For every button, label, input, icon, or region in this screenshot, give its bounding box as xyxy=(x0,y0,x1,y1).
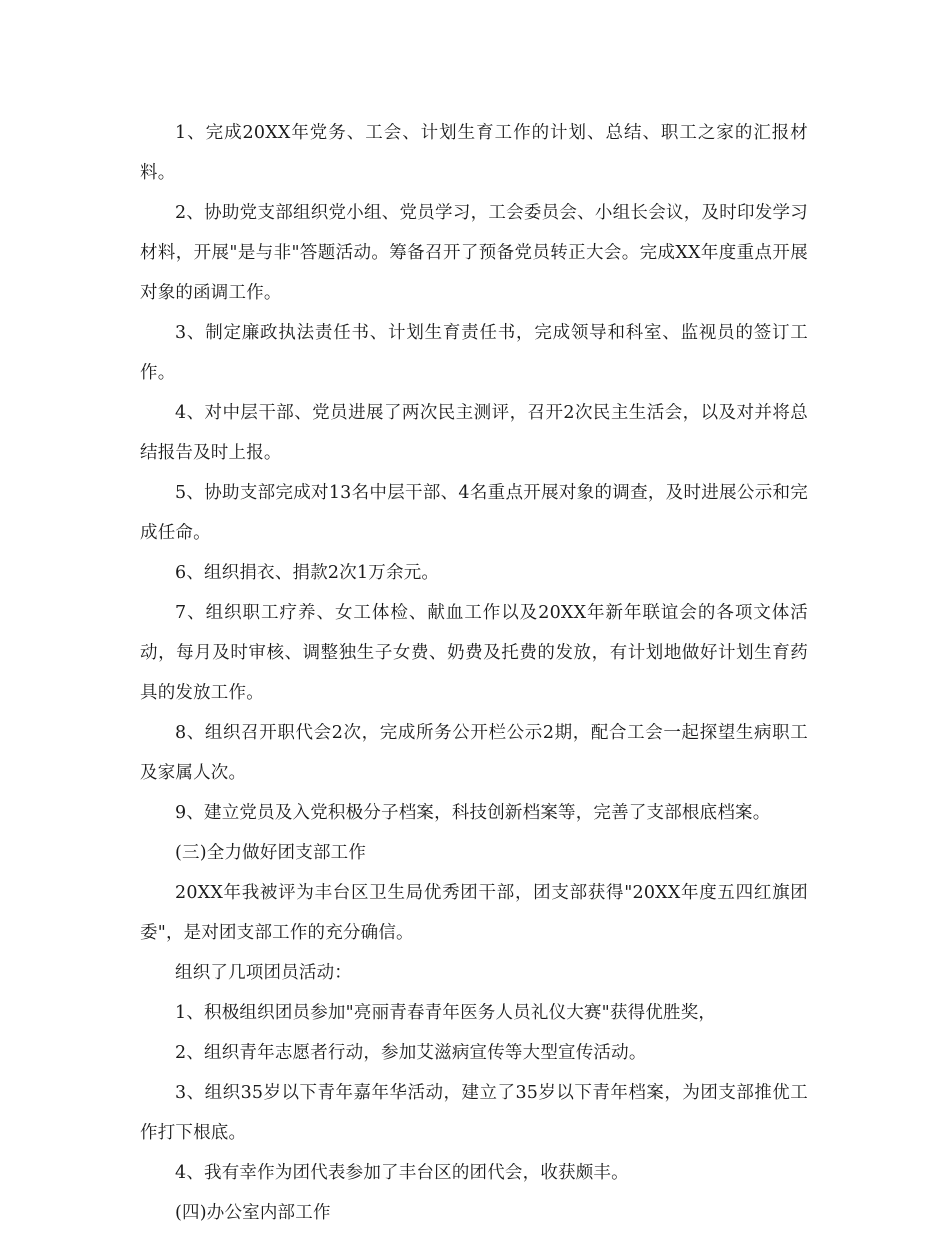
activity-item-2: 2、组织青年志愿者行动，参加艾滋病宣传等大型宣传活动。 xyxy=(175,1043,647,1063)
paragraph-9: 9、建立党员及入党积极分子档案，科技创新档案等，完善了支部根底档案。 xyxy=(175,803,771,823)
section-heading-4: (四)办公室内部工作 xyxy=(175,1203,331,1223)
section-heading-3: (三)全力做好团支部工作 xyxy=(175,843,367,863)
paragraph-honor: 20XX年我被评为丰台区卫生局优秀团干部，团支部获得"20XX年度五四红旗团委"，是对团支部工作的充分确信。 xyxy=(140,883,808,943)
paragraph-7: 7、组织职工疗养、女工体检、献血工作以及20XX年新年联谊会的各项文体活动，每月及时审核、调整独生子女费、奶费及托费的发放，有计划地做好计划生育药具的发放工作。 xyxy=(140,603,808,703)
paragraph-3: 3、制定廉政执法责任书、计划生育责任书，完成领导和科室、监视员的签订工作。 xyxy=(140,323,808,383)
paragraph-5: 5、协助支部完成对13名中层干部、4名重点开展对象的调查，及时进展公示和完成任命。 xyxy=(140,483,808,543)
activity-item-1: 1、积极组织团员参加"亮丽青春青年医务人员礼仪大赛"获得优胜奖， xyxy=(175,1003,717,1023)
paragraph-activities-intro: 组织了几项团员活动： xyxy=(175,963,352,983)
paragraph-1: 1、完成20XX年党务、工会、计划生育工作的计划、总结、职工之家的汇报材料。 xyxy=(140,123,808,183)
activity-item-4: 4、我有幸作为团代表参加了丰台区的团代会，收获颇丰。 xyxy=(175,1163,629,1183)
paragraph-6: 6、组织捐衣、捐款2次1万余元。 xyxy=(175,563,440,583)
paragraph-4: 4、对中层干部、党员进展了两次民主测评，召开2次民主生活会，以及对并将总结报告及时上报。 xyxy=(140,403,808,463)
paragraph-2: 2、协助党支部组织党小组、党员学习，工会委员会、小组长会议，及时印发学习材料，开展"是与非"答题活动。筹备召开了预备党员转正大会。完成XX年度重点开展对象的函调工作。 xyxy=(140,203,808,303)
paragraph-8: 8、组织召开职代会2次，完成所务公开栏公示2期，配合工会一起探望生病职工及家属人次。 xyxy=(140,723,808,783)
document-page xyxy=(140,113,808,1233)
activity-item-3: 3、组织35岁以下青年嘉年华活动，建立了35岁以下青年档案，为团支部推优工作打下根底。 xyxy=(140,1083,808,1143)
